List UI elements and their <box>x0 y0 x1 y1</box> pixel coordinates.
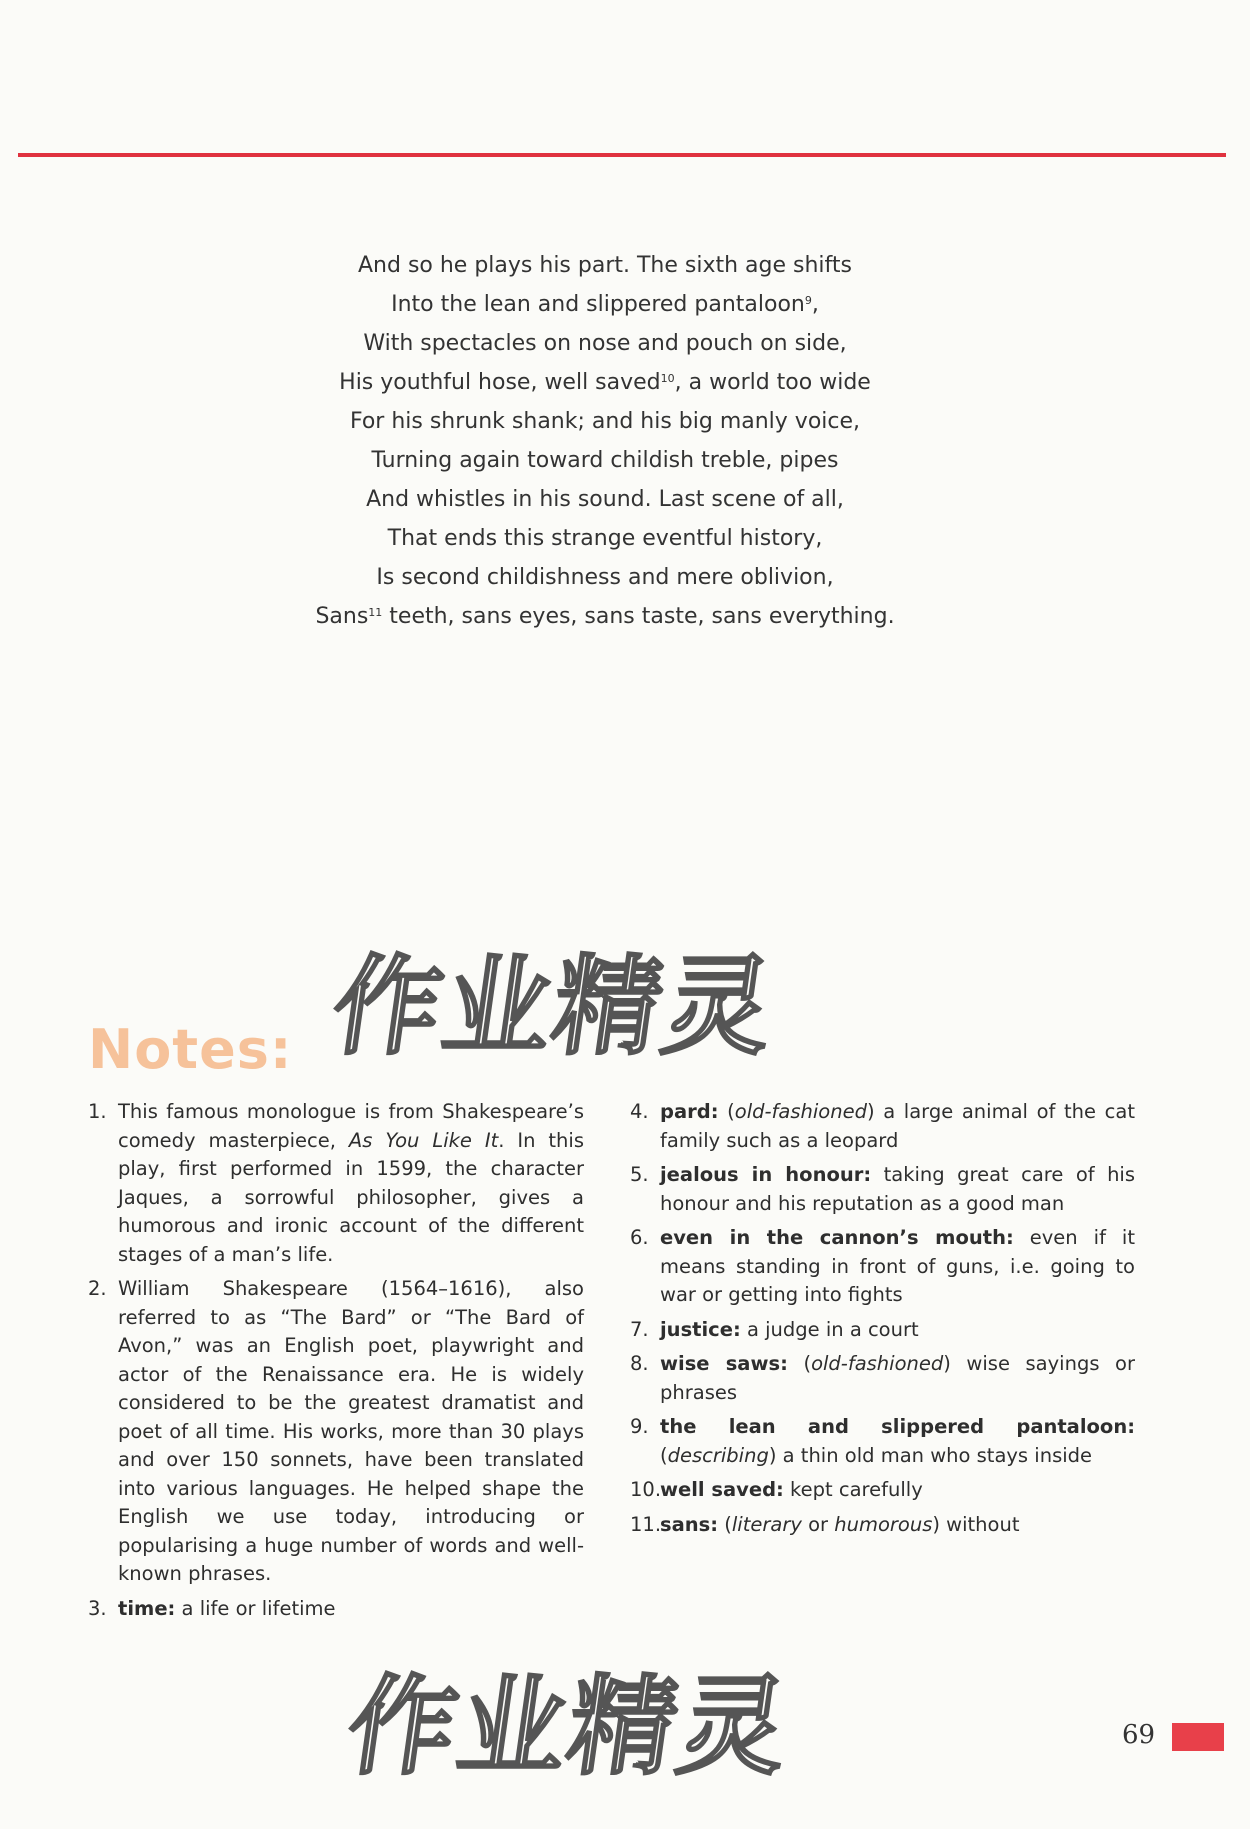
note-item <box>630 1098 1135 1155</box>
notes-left-column <box>88 1098 584 1629</box>
poem-line: Into the lean and slippered pantaloon$^9$, <box>391 292 819 317</box>
note-item <box>630 1161 1135 1218</box>
notes-heading: Notes: <box>88 1018 293 1081</box>
note-text: time: a life or lifetime <box>118 1596 336 1620</box>
note-item <box>630 1511 1135 1540</box>
note-text: wise saws: (old-fashioned) wise sayings or phrases <box>660 1352 1135 1404</box>
note-item <box>630 1316 1135 1345</box>
footnote-marker: 9 <box>804 294 812 307</box>
watermark-logo: 作业精灵 <box>324 945 783 1070</box>
poem-line: For his shrunk shank; and his big manly voice, <box>349 409 861 434</box>
note-item <box>630 1350 1135 1407</box>
poem-stanza <box>225 246 985 636</box>
poem-line: Turning again toward childish treble, pipes <box>371 448 839 473</box>
footnote-marker: 11 <box>368 606 383 619</box>
note-text: justice: a judge in a court <box>660 1317 919 1341</box>
note-number: 3. <box>88 1596 107 1620</box>
note-number: 2. <box>88 1277 107 1300</box>
notes-right-column <box>630 1098 1135 1545</box>
note-number: 6. <box>630 1226 649 1249</box>
note-item <box>88 1275 584 1589</box>
note-item <box>630 1224 1135 1310</box>
poem-line: Sans$^{11}$ teeth, sans eyes, sans taste, sans everything. <box>315 604 895 629</box>
note-number: 10. <box>630 1478 662 1501</box>
note-text: well saved: kept carefully <box>660 1478 923 1501</box>
poem-line: And so he plays his part. The sixth age shifts <box>358 253 852 278</box>
note-number: 5. <box>630 1163 649 1186</box>
watermark-logo: 作业精灵 <box>339 1665 798 1790</box>
note-number: 9. <box>630 1415 649 1438</box>
note-number: 7. <box>630 1317 649 1341</box>
note-text: sans: (literary or humorous) without <box>660 1512 1020 1536</box>
note-item <box>88 1595 584 1624</box>
note-number: 1. <box>88 1100 107 1123</box>
poem-line: And whistles in his sound. Last scene of all, <box>366 487 844 512</box>
note-item <box>630 1413 1135 1470</box>
note-text: jealous in honour: taking great care of his honour and his reputation as a good man <box>660 1163 1135 1215</box>
note-text: the lean and slippered pantaloon: (describing) a thin old man who stays inside <box>660 1415 1135 1467</box>
poem-line: His youthful hose, well saved$^{10}$, a world too wide <box>339 370 871 395</box>
note-item <box>88 1098 584 1269</box>
note-number: 11. <box>630 1512 662 1536</box>
page-tab-marker <box>1172 1723 1224 1751</box>
note-text: This famous monologue is from Shakespeare’s comedy masterpiece, As You Like It. In this play, first performed in 1599, the character Jaques, a sorrowful philosopher, gives a humorous and ironic account of the different stages of a man’s life. <box>118 1100 584 1266</box>
note-text: even in the cannon’s mouth: even if it means standing in front of guns, i.e. going to war or getting into fights <box>660 1226 1135 1306</box>
page-number: 69 <box>1122 1720 1156 1750</box>
note-number: 4. <box>630 1100 649 1123</box>
top-rule <box>18 153 1226 157</box>
poem-line: That ends this strange eventful history, <box>387 526 823 551</box>
poem-line: With spectacles on nose and pouch on side, <box>363 331 847 356</box>
note-number: 8. <box>630 1352 649 1375</box>
poem-line: Is second childishness and mere oblivion, <box>376 565 834 590</box>
footnote-marker: 10 <box>660 372 675 385</box>
note-text: William Shakespeare (1564–1616), also referred to as “The Bard” or “The Bard of Avon,” was an English poet, playwright and actor of the Renaissance era. He is widely considered to be the greatest dramatist and poet of all time. His works, more than 30 plays and over 150 sonnets, have been translated into various languages. He helped shape the English we use today, introducing or popularising a huge number of words and well-known phrases. <box>118 1277 584 1585</box>
note-item <box>630 1476 1135 1505</box>
note-text: pard: (old-fashioned) a large animal of the cat family such as a leopard <box>660 1100 1135 1152</box>
